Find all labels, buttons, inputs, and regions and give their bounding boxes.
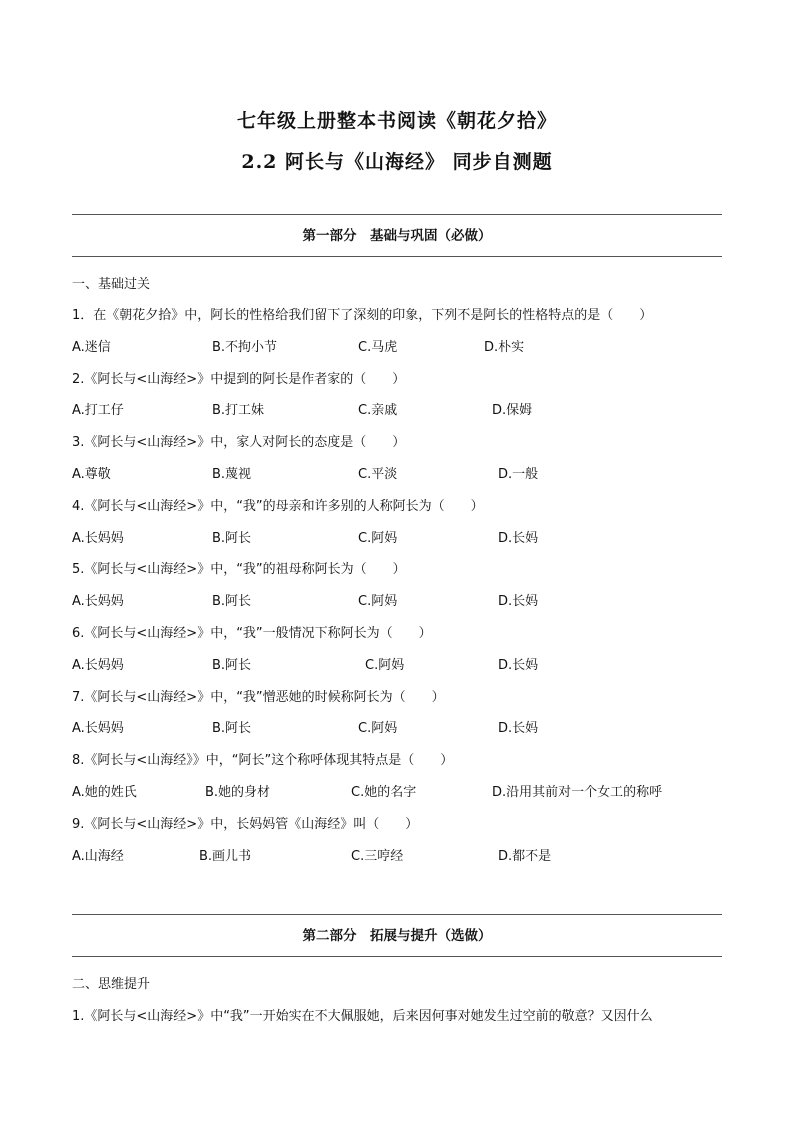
option-d: D.长妈 xyxy=(498,721,539,736)
question-stem: 1.《阿长与<山海经>》中“我”一开始实在不大佩服她，后来因何事对她发生过空前的敬意？又因什么 xyxy=(72,1009,653,1024)
option-a: A.山海经 xyxy=(72,849,124,864)
option-d: D.长妈 xyxy=(498,658,539,673)
option-c: C.阿妈 xyxy=(358,594,398,609)
option-c: C.三哼经 xyxy=(351,849,404,864)
option-d: D.长妈 xyxy=(498,594,539,609)
option-b: B.阿长 xyxy=(212,531,252,546)
option-a: A.迷信 xyxy=(72,340,111,355)
option-d: D.保姆 xyxy=(492,403,533,418)
option-a: A.长妈妈 xyxy=(72,531,124,546)
divider-line xyxy=(72,256,722,257)
option-b: B.画儿书 xyxy=(199,849,252,864)
question-stem: 2.《阿长与<山海经>》中提到的阿长是作者家的（ ） xyxy=(72,372,406,387)
option-c: C.马虎 xyxy=(358,340,398,355)
option-c: C.平淡 xyxy=(358,467,398,482)
option-a: A.长妈妈 xyxy=(72,594,124,609)
divider-line xyxy=(72,214,722,215)
question-stem: 6.《阿长与<山海经>》中，“我”一般情况下称阿长为（ ） xyxy=(72,626,432,641)
option-d: D.朴实 xyxy=(484,340,525,355)
divider-line xyxy=(72,914,722,915)
question-stem: 8.《阿长与<山海经》》中，“阿长”这个称呼体现其特点是（ ） xyxy=(72,753,454,768)
option-d: D.沿用其前对一个女工的称呼 xyxy=(492,785,663,800)
option-b: B.阿长 xyxy=(212,594,252,609)
part1-subheading: 一、基础过关 xyxy=(72,277,151,292)
option-c: C.阿妈 xyxy=(358,721,398,736)
option-b: B.阿长 xyxy=(212,658,252,673)
question-stem: 1．在《朝花夕拾》中，阿长的性格给我们留下了深刻的印象，下列不是阿长的性格特点的是（ ） xyxy=(72,308,653,323)
option-c: C.亲戚 xyxy=(358,403,398,418)
question-stem: 4.《阿长与<山海经>》中，“我”的母亲和许多别的人称阿长为（ ） xyxy=(72,499,484,514)
part2-heading: 第二部分 拓展与提升（选做） xyxy=(302,928,492,944)
option-d: D.一般 xyxy=(498,467,539,482)
option-a: A.长妈妈 xyxy=(72,658,124,673)
option-d: D.长妈 xyxy=(498,531,539,546)
option-a: A.她的姓氏 xyxy=(72,785,137,800)
option-b: B.打工妹 xyxy=(212,403,265,418)
document-subtitle: 2.2 阿长与《山海经》 同步自测题 xyxy=(241,151,553,173)
part1-heading: 第一部分 基础与巩固（必做） xyxy=(302,228,492,244)
option-b: B.阿长 xyxy=(212,721,252,736)
option-b: B.蔑视 xyxy=(212,467,252,482)
option-a: A.尊敬 xyxy=(72,467,111,482)
part2-subheading: 二、思维提升 xyxy=(72,977,151,992)
question-stem: 5.《阿长与<山海经>》中，“我”的祖母称阿长为（ ） xyxy=(72,562,406,577)
divider-line xyxy=(72,956,722,957)
document-title: 七年级上册整本书阅读《朝花夕拾》 xyxy=(236,110,557,132)
option-a: A.长妈妈 xyxy=(72,721,124,736)
option-c: C.她的名字 xyxy=(351,785,417,800)
option-c: C.阿妈 xyxy=(358,531,398,546)
question-stem: 7.《阿长与<山海经>》中，“我”憎恶她的时候称阿长为（ ） xyxy=(72,690,445,705)
option-b: B.她的身材 xyxy=(205,785,271,800)
option-a: A.打工仔 xyxy=(72,403,124,418)
option-d: D.都不是 xyxy=(498,849,552,864)
option-c: C.阿妈 xyxy=(365,658,405,673)
question-stem: 9.《阿长与<山海经>》中，长妈妈管《山海经》叫（ ） xyxy=(72,817,419,832)
question-stem: 3.《阿长与<山海经>》中，家人对阿长的态度是（ ） xyxy=(72,435,406,450)
option-b: B.不拘小节 xyxy=(212,340,278,355)
